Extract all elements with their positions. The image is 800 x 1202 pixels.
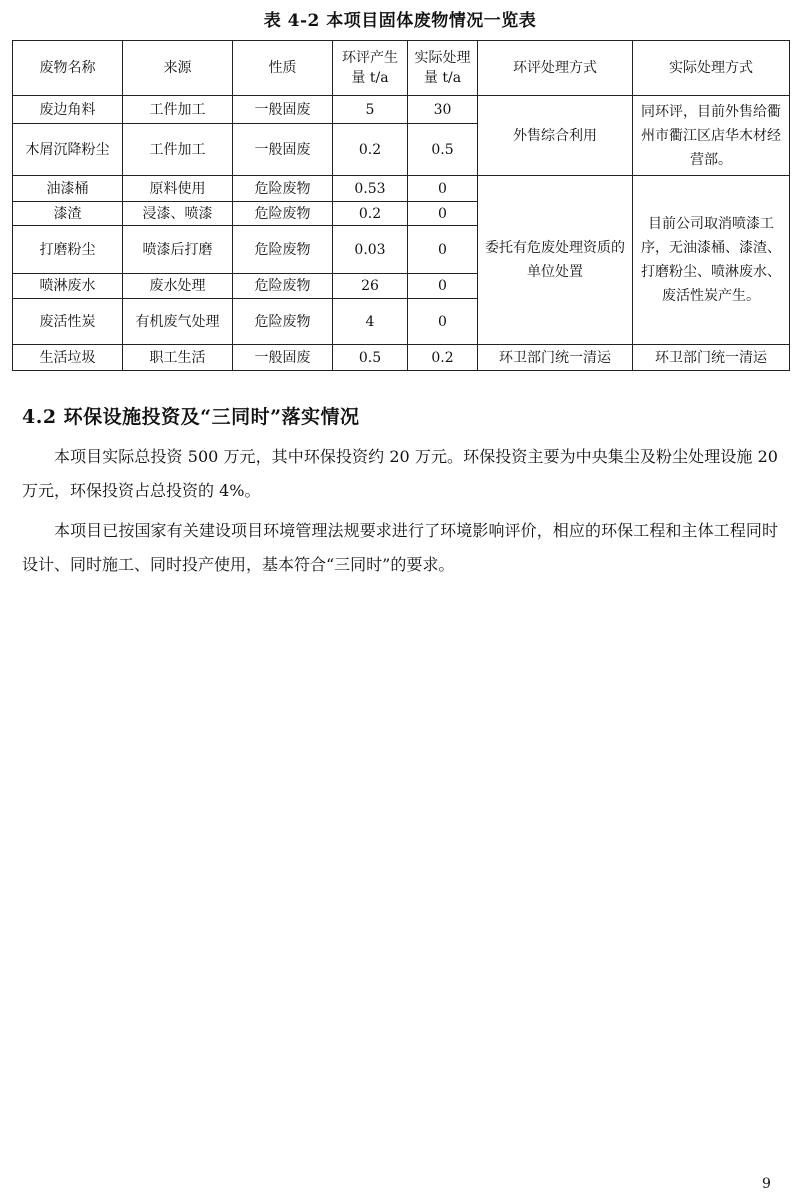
- cell-source: 原料使用: [123, 176, 233, 202]
- table-row: [13, 96, 790, 124]
- cell-eia-amount: 5: [333, 96, 408, 124]
- paragraph-three-simultaneous: 本项目已按国家有关建设项目环境管理法规要求进行了环境影响评价，相应的环保工程和主体工程同时设计、同时施工、同时投产使用，基本符合“三同时”的要求。: [22, 521, 778, 574]
- cell-actual-method-domestic: 环卫部门统一清运: [633, 345, 790, 371]
- cell-source: 废水处理: [123, 274, 233, 299]
- table-caption: 表 4-2 本项目固体废物情况一览表: [263, 11, 537, 31]
- cell-source: 工件加工: [123, 124, 233, 176]
- cell-name: 喷淋废水: [13, 274, 123, 299]
- cell-actual-amount: 0: [408, 274, 478, 299]
- cell-eia-amount: 0.2: [333, 202, 408, 226]
- cell-eia-method-domestic: 环卫部门统一清运: [478, 345, 633, 371]
- cell-eia-amount: 0.5: [333, 345, 408, 371]
- cell-eia-amount: 0.03: [333, 226, 408, 274]
- cell-eia-method-sold: 外售综合利用: [478, 96, 633, 176]
- cell-source: 工件加工: [123, 96, 233, 124]
- cell-eia-amount: 0.2: [333, 124, 408, 176]
- cell-eia-amount: 26: [333, 274, 408, 299]
- cell-eia-amount: 0.53: [333, 176, 408, 202]
- header-eia-method: 环评处理方式: [478, 41, 633, 96]
- header-eia-amount: 环评产生量 t/a: [333, 41, 408, 96]
- cell-actual-amount: 30: [408, 96, 478, 124]
- table-row: [13, 176, 790, 202]
- cell-name: 漆渣: [13, 202, 123, 226]
- cell-name: 生活垃圾: [13, 345, 123, 371]
- header-actual-method: 实际处理方式: [633, 41, 790, 96]
- cell-actual-amount: 0.5: [408, 124, 478, 176]
- header-actual-amount: 实际处理量 t/a: [408, 41, 478, 96]
- cell-actual-amount: 0: [408, 202, 478, 226]
- cell-actual-amount: 0: [408, 226, 478, 274]
- cell-actual-amount: 0: [408, 299, 478, 345]
- cell-name: 木屑沉降粉尘: [13, 124, 123, 176]
- header-nature: 性质: [233, 41, 333, 96]
- table-row: [13, 345, 790, 371]
- cell-name: 废活性炭: [13, 299, 123, 345]
- page-number: 9: [762, 1176, 771, 1192]
- table-header-row: [13, 41, 790, 96]
- cell-nature: 一般固废: [233, 96, 333, 124]
- cell-nature: 危险废物: [233, 176, 333, 202]
- cell-eia-amount: 4: [333, 299, 408, 345]
- cell-nature: 一般固废: [233, 345, 333, 371]
- cell-name: 油漆桶: [13, 176, 123, 202]
- cell-source: 浸漆、喷漆: [123, 202, 233, 226]
- header-name: 废物名称: [13, 41, 123, 96]
- cell-source: 职工生活: [123, 345, 233, 371]
- section-heading: 4.2 环保设施投资及“三同时”落实情况: [22, 406, 360, 428]
- cell-actual-method-hazardous: 目前公司取消喷漆工序，无油漆桶、漆渣、打磨粉尘、喷淋废水、废活性炭产生。: [633, 176, 790, 345]
- cell-actual-amount: 0: [408, 176, 478, 202]
- cell-name: 废边角料: [13, 96, 123, 124]
- cell-actual-method-sold: 同环评，目前外售给衢州市衢江区店华木材经营部。: [633, 96, 790, 176]
- solid-waste-table: [12, 40, 790, 371]
- cell-nature: 一般固废: [233, 124, 333, 176]
- cell-name: 打磨粉尘: [13, 226, 123, 274]
- cell-nature: 危险废物: [233, 274, 333, 299]
- paragraph-investment: 本项目实际总投资 500 万元，其中环保投资约 20 万元。环保投资主要为中央集尘及粉尘处理设施 20 万元，环保投资占总投资的 4%。: [22, 447, 778, 500]
- cell-source: 喷漆后打磨: [123, 226, 233, 274]
- cell-nature: 危险废物: [233, 299, 333, 345]
- header-source: 来源: [123, 41, 233, 96]
- cell-nature: 危险废物: [233, 226, 333, 274]
- cell-eia-method-hazardous: 委托有危废处理资质的单位处置: [478, 176, 633, 345]
- cell-actual-amount: 0.2: [408, 345, 478, 371]
- cell-source: 有机废气处理: [123, 299, 233, 345]
- cell-nature: 危险废物: [233, 202, 333, 226]
